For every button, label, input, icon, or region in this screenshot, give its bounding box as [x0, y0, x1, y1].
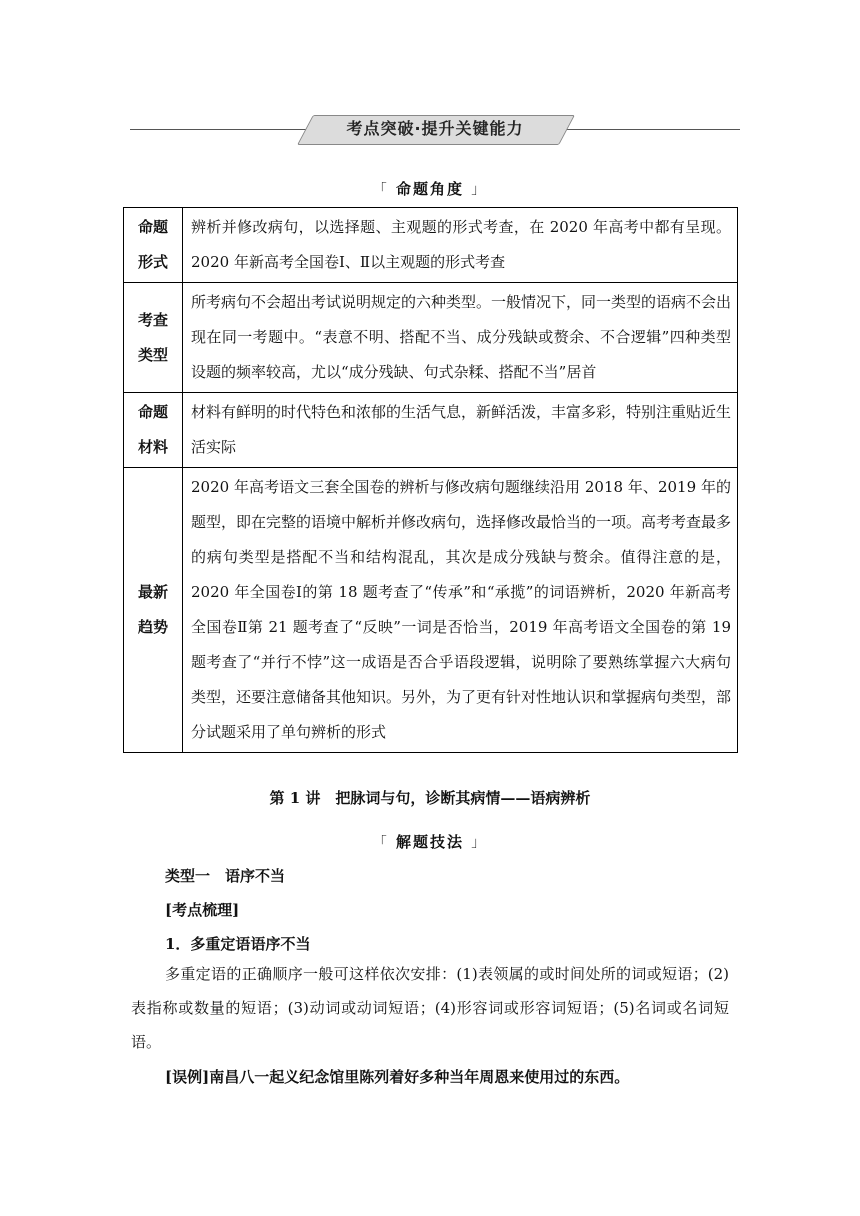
banner-left-line	[130, 129, 315, 130]
bracket-open: 「	[372, 182, 389, 198]
key-line: 命题	[137, 218, 168, 236]
section-heading-angle	[0, 178, 860, 199]
table-row	[124, 283, 738, 393]
point-heading: 1．多重定语语序不当	[165, 935, 311, 953]
bracket-open: 「	[372, 835, 389, 851]
lecture-title: 第 1 讲 把脉词与句，诊断其病情——语病辨析	[269, 789, 591, 807]
row-key	[124, 283, 183, 393]
bracket-close: 」	[471, 835, 488, 851]
example-tag: [误例]	[165, 1068, 210, 1086]
section-title: 解题技法	[395, 833, 464, 851]
type-heading: 类型一 语序不当	[165, 867, 286, 885]
row-key	[124, 393, 183, 468]
row-value: 辨析并修改病句，以选择题、主观题的形式考查，在 2020 年高考中都有呈现。2020 年新高考全国卷Ⅰ、Ⅱ以主观题的形式考查	[183, 208, 738, 283]
table-row	[124, 468, 738, 753]
key-line: 形式	[137, 253, 168, 271]
section-banner	[130, 112, 740, 146]
key-line: 考查	[137, 310, 168, 329]
row-key	[124, 468, 183, 753]
paragraph: 多重定语的正确顺序一般可这样依次安排：(1)表领属的或时间处所的词或短语；(2)表指称或数量的短语；(3)动词或动词短语；(4)形容词或形容词短语；(5)名词或名词短语。	[131, 965, 729, 1051]
table-row	[124, 208, 738, 283]
row-value: 2020 年高考语文三套全国卷的辨析与修改病句题继续沿用 2018 年、2019 年的题型，即在完整的语境中解析并修改病句，选择修改最恰当的一项。高考考查最多的病句类型是搭配不当和结构混乱，其次是成分残缺与赘余。值得注意的是，2020 年全国卷Ⅰ的第 18 题考查了“传承”和“承揽”的词语辨析，2020 年新高考全国卷Ⅱ第 21 题考查了“反映”一词是否恰当，2019 年高考语文全国卷的第 19 题考查了“并行不悖”这一成语是否合乎语段逻辑，说明除了要熟练掌握六大病句类型，还要注意储备其他知识。另外，为了更有针对性地认识和掌握病句类型，部分试题采用了单句辨析的形式	[183, 468, 738, 753]
row-key	[124, 208, 183, 283]
sub-heading: [考点梳理]	[165, 901, 240, 919]
section-heading-technique	[0, 831, 860, 852]
banner-title: 考点突破·提升关键能力	[346, 119, 524, 138]
row-value: 材料有鲜明的时代特色和浓郁的生活气息，新鲜活泼，丰富多彩，特别注重贴近生活实际	[183, 393, 738, 468]
exam-angle-table	[123, 207, 738, 753]
example-text: 南昌八一起义纪念馆里陈列着好多种当年周恩来使用过的东西。	[209, 1068, 630, 1086]
key-line: 最新	[137, 583, 168, 601]
banner-right-line	[555, 129, 740, 130]
key-line: 命题	[137, 403, 168, 421]
example-line	[165, 1066, 629, 1087]
row-value: 所考病句不会超出考试说明规定的六种类型。一般情况下，同一类型的语病不会出现在同一考题中。“表意不明、搭配不当、成分残缺或赘余、不合逻辑”四种类型设题的频率较高，尤以“成分残缺、句式杂糅、搭配不当”居首	[183, 283, 738, 393]
table-row	[124, 393, 738, 468]
key-line: 趋势	[137, 618, 168, 636]
bracket-close: 」	[471, 182, 488, 198]
key-line: 类型	[137, 345, 168, 364]
key-line: 材料	[137, 438, 168, 456]
section-title: 命题角度	[395, 180, 464, 198]
